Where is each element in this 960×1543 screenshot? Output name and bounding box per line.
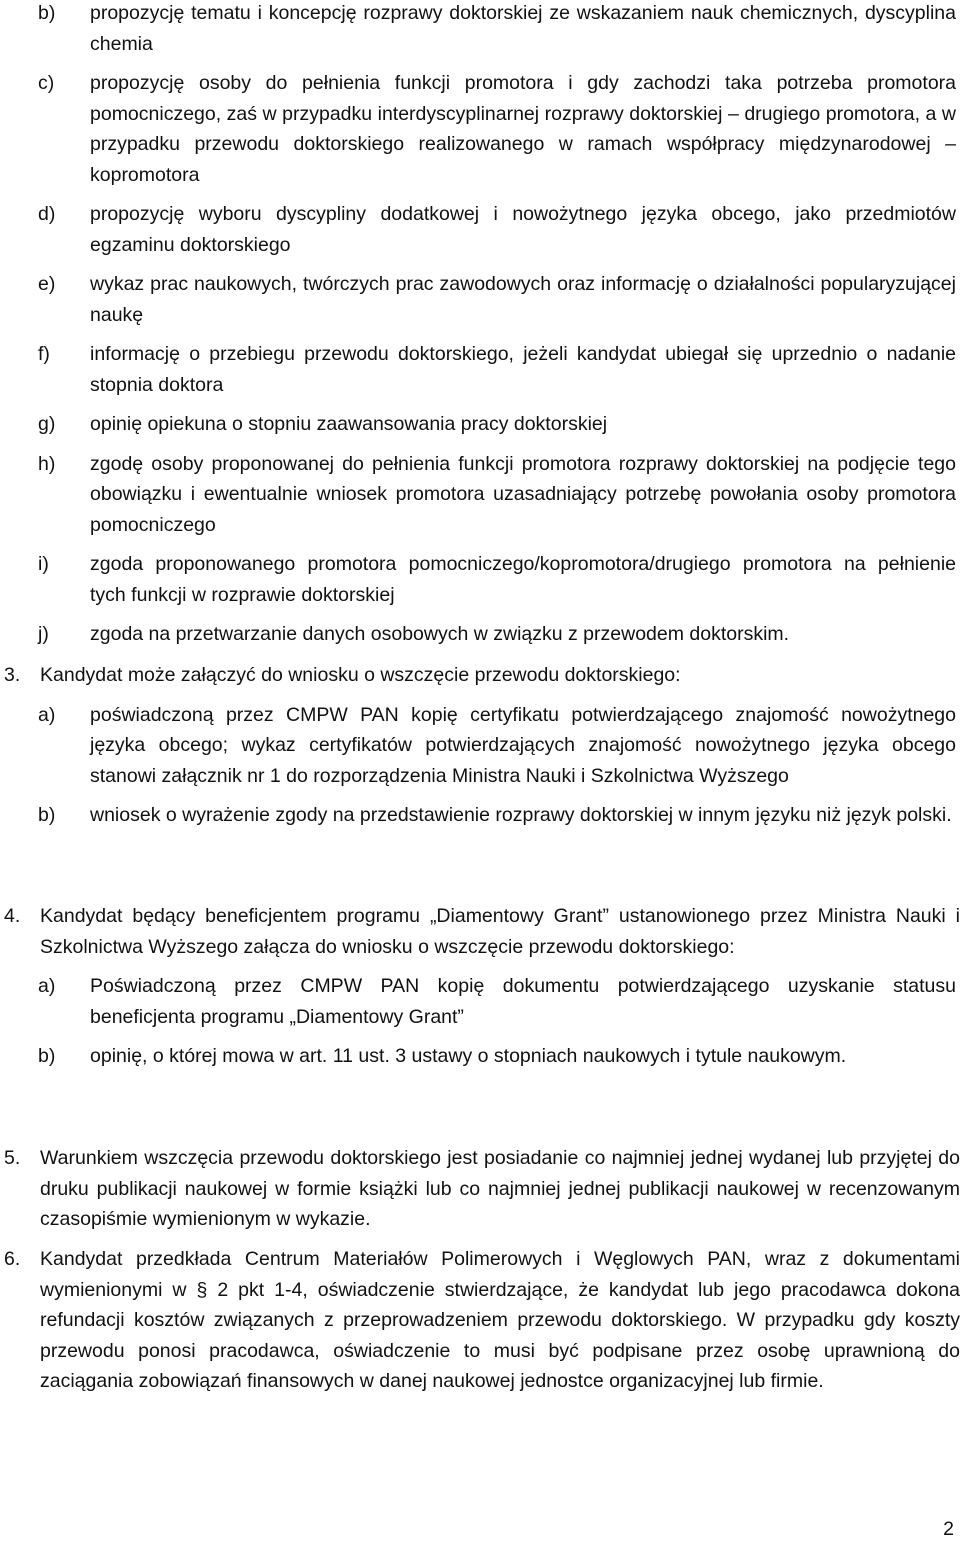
section-6 [4,1244,960,1397]
section-3-item-b [4,800,956,831]
list-item-letter: c) [38,72,55,94]
list-item-text: wykaz prac naukowych, twórczych prac zawodowych oraz informację o działalności popularyzującej naukę [90,273,956,326]
list-continuation [0,0,956,650]
list-item-letter: e) [38,273,56,295]
list-item-f [4,339,956,400]
list-item-text: informację o przebiegu przewodu doktorskiego, jeżeli kandydat ubiegał się uprzednio o nadanie stopnia doktora [90,343,956,396]
list-item-g [4,409,956,440]
list-item-letter: b) [38,1045,56,1067]
list-item-letter: a) [38,975,56,997]
section-3-heading [4,660,960,691]
list-item-text: Poświadczoną przez CMPW PAN kopię dokumentu potwierdzającego uzyskanie statusu beneficjenta programu „Diamentowy Grant” [90,975,956,1028]
section-number: 3. [4,664,21,686]
section-4-item-b [4,1041,956,1072]
section-5 [4,1143,960,1235]
list-item-text: propozycję osoby do pełnienia funkcji promotora i gdy zachodzi taka potrzeba promotora pomocniczego, zaś w przypadku interdyscyplinarnej rozprawy doktorskiej – drugiego promotora, a w przypadku przewodu doktorskiego realizowanego w ramach współpracy międzynarodowej – kopromotora [90,72,956,186]
list-item-e [4,269,956,330]
list-item-letter: a) [38,703,56,726]
list-item-text: opinię opiekuna o stopniu zaawansowania pracy doktorskiej [90,413,608,435]
section-text: Kandydat będący beneficjentem programu „Diamentowy Grant” ustanowionego przez Ministra Nauki i Szkolnictwa Wyższego załącza do wniosku o wszczęcie przewodu doktorskiego: [40,905,960,958]
section-number: 5. [4,1147,21,1169]
list-item-text: zgoda na przetwarzanie danych osobowych w związku z przewodem doktorskim. [90,623,790,645]
list-item-h [4,449,956,541]
list-item-text: opinię, o której mowa w art. 11 ust. 3 ustawy o stopniach naukowych i tytule naukowym. [90,1045,847,1067]
list-item-text: poświadczoną przez CMPW PAN kopię certyfikatu potwierdzającego znajomość nowożytnego języka obcego; wykaz certyfikatów potwierdzających znajomość nowożytnego języka obcego stanowi załącznik nr 1 do rozporządzenia Ministra Nauki i Szkolnictwa Wyższego [90,703,956,787]
list-item-text: propozycję tematu i koncepcję rozprawy doktorskiej ze wskazaniem nauk chemicznych, dyscyplina chemia [90,2,956,55]
section-4-item-a [4,971,956,1032]
page-number: 2 [943,1518,954,1540]
section-3-item-a [4,700,956,792]
list-item-letter: i) [38,553,49,575]
section-5-paragraph [4,1143,960,1235]
list-item-letter: j) [38,623,49,645]
section-4-heading [4,901,960,962]
section-6-paragraph [4,1244,960,1397]
list-item-letter: f) [38,343,50,365]
list-item-d [4,199,956,260]
list-item-letter: b) [38,2,56,24]
list-item-text: zgoda proponowanego promotora pomocniczego/kopromotora/drugiego promotora na pełnienie tych funkcji w rozprawie doktorskiej [90,553,956,606]
list-item-text: propozycję wyboru dyscypliny dodatkowej i nowożytnego języka obcego, jako przedmiotów egzaminu doktorskiego [90,203,956,256]
list-item-i [4,549,956,610]
list-item-letter: h) [38,452,56,475]
list-item-letter: d) [38,203,56,225]
section-3 [4,660,960,831]
section-4 [4,901,960,1072]
list-item-text: zgodę osoby proponowanej do pełnienia funkcji promotora rozprawy doktorskiej na podjęcie tego obowiązku i ewentualnie wniosek promotora uzasadniający potrzebę powołania osoby promotora pomocniczego [90,452,956,536]
list-item-letter: b) [38,804,56,826]
section-text: Kandydat przedkłada Centrum Materiałów Polimerowych i Węglowych PAN, wraz z dokumentami wymienionymi w § 2 pkt 1-4, oświadczenie stwierdzające, że kandydat lub jego pracodawca dokona refundacji kosztów związanych z przeprowadzeniem przewodu doktorskiego. W przypadku gdy koszty przewodu ponosi pracodawca, oświadczenie to musi być podpisane przez osobę uprawnioną do zaciągania zobowiązań finansowych w danej naukowej jednostce organizacyjnej lub firmie. [40,1248,960,1392]
list-item-text: wniosek o wyrażenie zgody na przedstawienie rozprawy doktorskiej w innym języku niż język polski. [90,804,952,826]
section-text: Warunkiem wszczęcia przewodu doktorskiego jest posiadanie co najmniej jednej wydanej lub przyjętej do druku publikacji naukowej w formie książki lub co najmniej jednej publikacji naukowej w recenzowanym czasopiśmie wymienionym w wykazie. [40,1147,960,1230]
section-number: 4. [4,905,21,927]
list-item-letter: g) [38,413,56,435]
list-item-c [4,68,956,190]
section-number: 6. [4,1248,21,1270]
list-item-j [4,619,956,650]
list-item-b [4,0,956,59]
section-text: Kandydat może załączyć do wniosku o wszczęcie przewodu doktorskiego: [40,664,681,686]
